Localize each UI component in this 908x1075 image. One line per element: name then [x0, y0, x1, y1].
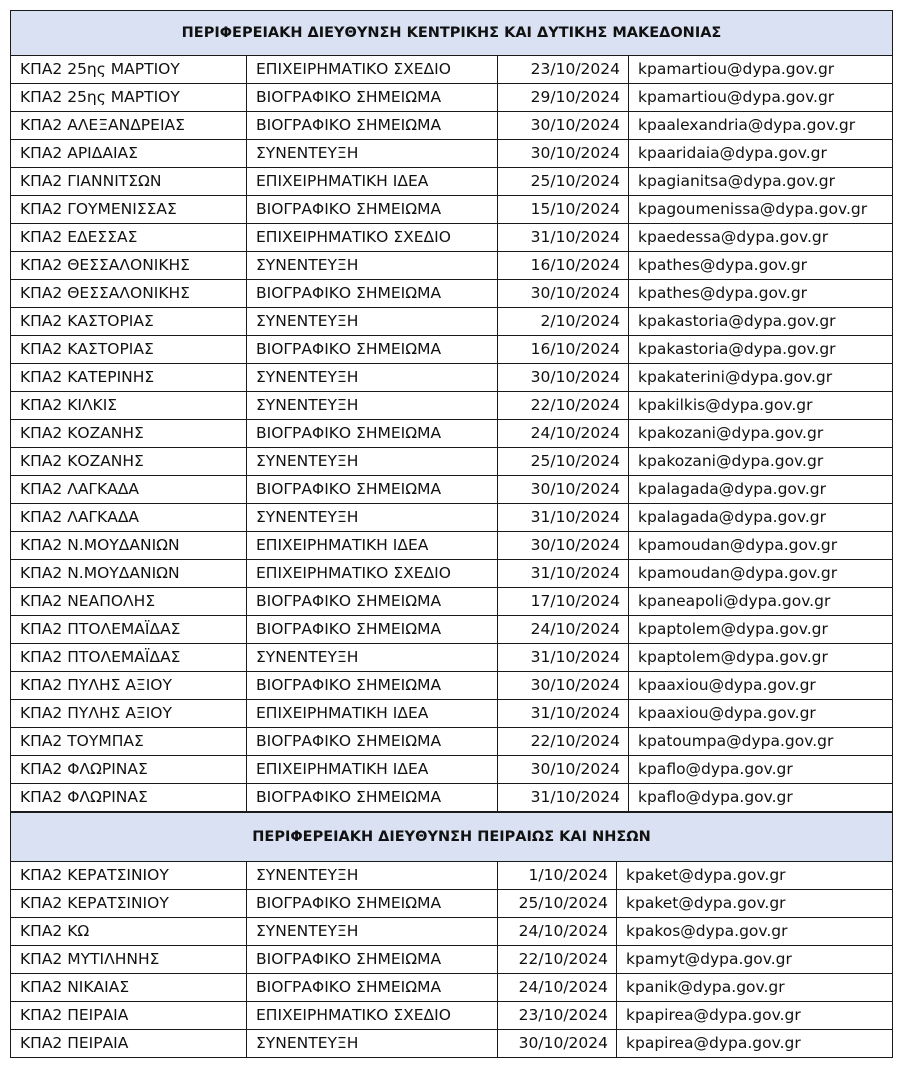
office-cell: ΚΠΑ2 ΠΤΟΛΕΜΑΪΔΑΣ: [11, 644, 247, 672]
schedule-sheet: [10, 10, 892, 1058]
table-row: [11, 946, 893, 974]
activity-cell: ΒΙΟΓΡΑΦΙΚΟ ΣΗΜΕΙΩΜΑ: [247, 280, 498, 308]
schedule-table-section-2: [10, 812, 893, 1058]
activity-cell: ΕΠΙΧΕΙΡΗΜΑΤΙΚΟ ΣΧΕΔΙΟ: [247, 1002, 498, 1030]
office-cell: ΚΠΑ2 ΛΑΓΚΑΔΑ: [11, 476, 247, 504]
activity-cell: ΣΥΝΕΝΤΕΥΞΗ: [247, 252, 498, 280]
office-cell: ΚΠΑ2 Ν.ΜΟΥΔΑΝΙΩΝ: [11, 532, 247, 560]
table-row: [11, 336, 893, 364]
office-cell: ΚΠΑ2 ΚΕΡΑΤΣΙΝΙΟΥ: [11, 890, 247, 918]
email-cell: kpamoudan@dypa.gov.gr: [629, 532, 893, 560]
activity-cell: ΒΙΟΓΡΑΦΙΚΟ ΣΗΜΕΙΩΜΑ: [247, 112, 498, 140]
email-cell: kpaaxiou@dypa.gov.gr: [629, 672, 893, 700]
email-cell: kpaket@dypa.gov.gr: [617, 862, 893, 890]
table-row: [11, 756, 893, 784]
schedule-table-section-1: [10, 10, 893, 812]
office-cell: ΚΠΑ2 ΑΛΕΞΑΝΔΡΕΙΑΣ: [11, 112, 247, 140]
office-cell: ΚΠΑ2 ΠΥΛΗΣ ΑΞΙΟΥ: [11, 672, 247, 700]
date-cell: 22/10/2024: [498, 392, 629, 420]
date-cell: 16/10/2024: [498, 252, 629, 280]
date-cell: 25/10/2024: [498, 890, 617, 918]
date-cell: 30/10/2024: [498, 756, 629, 784]
activity-cell: ΣΥΝΕΝΤΕΥΞΗ: [247, 308, 498, 336]
date-cell: 17/10/2024: [498, 588, 629, 616]
date-cell: 24/10/2024: [498, 918, 617, 946]
activity-cell: ΒΙΟΓΡΑΦΙΚΟ ΣΗΜΕΙΩΜΑ: [247, 784, 498, 812]
date-cell: 16/10/2024: [498, 336, 629, 364]
activity-cell: ΒΙΟΓΡΑΦΙΚΟ ΣΗΜΕΙΩΜΑ: [247, 196, 498, 224]
table-row: [11, 140, 893, 168]
table-row: [11, 280, 893, 308]
activity-cell: ΣΥΝΕΝΤΕΥΞΗ: [247, 862, 498, 890]
email-cell: kpamoudan@dypa.gov.gr: [629, 560, 893, 588]
table-row: [11, 560, 893, 588]
email-cell: kpamyt@dypa.gov.gr: [617, 946, 893, 974]
activity-cell: ΒΙΟΓΡΑΦΙΚΟ ΣΗΜΕΙΩΜΑ: [247, 728, 498, 756]
date-cell: 30/10/2024: [498, 280, 629, 308]
email-cell: kpakozani@dypa.gov.gr: [629, 420, 893, 448]
office-cell: ΚΠΑ2 ΠΕΙΡΑΙΑ: [11, 1002, 247, 1030]
office-cell: ΚΠΑ2 ΘΕΣΣΑΛΟΝΙΚΗΣ: [11, 280, 247, 308]
table-row: [11, 420, 893, 448]
office-cell: ΚΠΑ2 ΚΟΖΑΝΗΣ: [11, 420, 247, 448]
activity-cell: ΕΠΙΧΕΙΡΗΜΑΤΙΚΗ ΙΔΕΑ: [247, 700, 498, 728]
section-title: ΠΕΡΙΦΕΡΕΙΑΚΗ ΔΙΕΥΘΥΝΣΗ ΚΕΝΤΡΙΚΗΣ ΚΑΙ ΔΥΤΙΚΗΣ ΜΑΚΕΔΟΝΙΑΣ: [11, 11, 893, 56]
table-row: [11, 784, 893, 812]
email-cell: kpathes@dypa.gov.gr: [629, 252, 893, 280]
email-cell: kpaneapoli@dypa.gov.gr: [629, 588, 893, 616]
activity-cell: ΒΙΟΓΡΑΦΙΚΟ ΣΗΜΕΙΩΜΑ: [247, 974, 498, 1002]
table-row: [11, 728, 893, 756]
activity-cell: ΒΙΟΓΡΑΦΙΚΟ ΣΗΜΕΙΩΜΑ: [247, 672, 498, 700]
table-row: [11, 252, 893, 280]
date-cell: 30/10/2024: [498, 1030, 617, 1058]
email-cell: kpaaridaia@dypa.gov.gr: [629, 140, 893, 168]
activity-cell: ΒΙΟΓΡΑΦΙΚΟ ΣΗΜΕΙΩΜΑ: [247, 420, 498, 448]
table-row: [11, 448, 893, 476]
table-row: [11, 616, 893, 644]
date-cell: 30/10/2024: [498, 476, 629, 504]
email-cell: kpakilkis@dypa.gov.gr: [629, 392, 893, 420]
office-cell: ΚΠΑ2 ΠΕΙΡΑΙΑ: [11, 1030, 247, 1058]
email-cell: kpathes@dypa.gov.gr: [629, 280, 893, 308]
activity-cell: ΣΥΝΕΝΤΕΥΞΗ: [247, 392, 498, 420]
activity-cell: ΒΙΟΓΡΑΦΙΚΟ ΣΗΜΕΙΩΜΑ: [247, 890, 498, 918]
table-row: [11, 862, 893, 890]
email-cell: kpaflo@dypa.gov.gr: [629, 784, 893, 812]
office-cell: ΚΠΑ2 ΓΟΥΜΕΝΙΣΣΑΣ: [11, 196, 247, 224]
email-cell: kpagoumenissa@dypa.gov.gr: [629, 196, 893, 224]
table-row: [11, 532, 893, 560]
table-row: [11, 168, 893, 196]
table-row: [11, 112, 893, 140]
date-cell: 15/10/2024: [498, 196, 629, 224]
table-row: [11, 392, 893, 420]
activity-cell: ΣΥΝΕΝΤΕΥΞΗ: [247, 918, 498, 946]
activity-cell: ΒΙΟΓΡΑΦΙΚΟ ΣΗΜΕΙΩΜΑ: [247, 946, 498, 974]
office-cell: ΚΠΑ2 25ης ΜΑΡΤΙΟΥ: [11, 84, 247, 112]
email-cell: kpaaxiou@dypa.gov.gr: [629, 700, 893, 728]
date-cell: 23/10/2024: [498, 1002, 617, 1030]
email-cell: kpakaterini@dypa.gov.gr: [629, 364, 893, 392]
activity-cell: ΒΙΟΓΡΑΦΙΚΟ ΣΗΜΕΙΩΜΑ: [247, 616, 498, 644]
email-cell: kpaflo@dypa.gov.gr: [629, 756, 893, 784]
email-cell: kpagianitsa@dypa.gov.gr: [629, 168, 893, 196]
activity-cell: ΕΠΙΧΕΙΡΗΜΑΤΙΚΟ ΣΧΕΔΙΟ: [247, 56, 498, 84]
table-row: [11, 644, 893, 672]
office-cell: ΚΠΑ2 ΜΥΤΙΛΗΝΗΣ: [11, 946, 247, 974]
activity-cell: ΣΥΝΕΝΤΕΥΞΗ: [247, 504, 498, 532]
email-cell: kpamartiou@dypa.gov.gr: [629, 84, 893, 112]
table-row: [11, 56, 893, 84]
office-cell: ΚΠΑ2 25ης ΜΑΡΤΙΟΥ: [11, 56, 247, 84]
date-cell: 30/10/2024: [498, 112, 629, 140]
date-cell: 24/10/2024: [498, 616, 629, 644]
section-title: ΠΕΡΙΦΕΡΕΙΑΚΗ ΔΙΕΥΘΥΝΣΗ ΠΕΙΡΑΙΩΣ ΚΑΙ ΝΗΣΩΝ: [11, 813, 893, 862]
date-cell: 31/10/2024: [498, 504, 629, 532]
office-cell: ΚΠΑ2 ΛΑΓΚΑΔΑ: [11, 504, 247, 532]
date-cell: 30/10/2024: [498, 672, 629, 700]
table-row: [11, 476, 893, 504]
date-cell: 30/10/2024: [498, 140, 629, 168]
office-cell: ΚΠΑ2 ΚΟΖΑΝΗΣ: [11, 448, 247, 476]
activity-cell: ΕΠΙΧΕΙΡΗΜΑΤΙΚΗ ΙΔΕΑ: [247, 756, 498, 784]
table-row: [11, 974, 893, 1002]
date-cell: 31/10/2024: [498, 224, 629, 252]
activity-cell: ΒΙΟΓΡΑΦΙΚΟ ΣΗΜΕΙΩΜΑ: [247, 588, 498, 616]
office-cell: ΚΠΑ2 ΚΩ: [11, 918, 247, 946]
office-cell: ΚΠΑ2 ΓΙΑΝΝΙΤΣΩΝ: [11, 168, 247, 196]
activity-cell: ΕΠΙΧΕΙΡΗΜΑΤΙΚΟ ΣΧΕΔΙΟ: [247, 224, 498, 252]
table-row: [11, 308, 893, 336]
table-row: [11, 224, 893, 252]
office-cell: ΚΠΑ2 ΚΙΛΚΙΣ: [11, 392, 247, 420]
date-cell: 22/10/2024: [498, 946, 617, 974]
office-cell: ΚΠΑ2 ΤΟΥΜΠΑΣ: [11, 728, 247, 756]
email-cell: kpaptolem@dypa.gov.gr: [629, 644, 893, 672]
activity-cell: ΣΥΝΕΝΤΕΥΞΗ: [247, 140, 498, 168]
email-cell: kpakastoria@dypa.gov.gr: [629, 308, 893, 336]
email-cell: kpalagada@dypa.gov.gr: [629, 476, 893, 504]
date-cell: 25/10/2024: [498, 448, 629, 476]
office-cell: ΚΠΑ2 Ν.ΜΟΥΔΑΝΙΩΝ: [11, 560, 247, 588]
office-cell: ΚΠΑ2 ΠΥΛΗΣ ΑΞΙΟΥ: [11, 700, 247, 728]
office-cell: ΚΠΑ2 ΝΙΚΑΙΑΣ: [11, 974, 247, 1002]
table-row: [11, 196, 893, 224]
office-cell: ΚΠΑ2 ΠΤΟΛΕΜΑΪΔΑΣ: [11, 616, 247, 644]
activity-cell: ΣΥΝΕΝΤΕΥΞΗ: [247, 364, 498, 392]
date-cell: 30/10/2024: [498, 364, 629, 392]
email-cell: kpakastoria@dypa.gov.gr: [629, 336, 893, 364]
email-cell: kpanik@dypa.gov.gr: [617, 974, 893, 1002]
section-header-row: [11, 813, 893, 862]
date-cell: 31/10/2024: [498, 700, 629, 728]
date-cell: 2/10/2024: [498, 308, 629, 336]
date-cell: 22/10/2024: [498, 728, 629, 756]
table-row: [11, 364, 893, 392]
email-cell: kpakozani@dypa.gov.gr: [629, 448, 893, 476]
date-cell: 31/10/2024: [498, 784, 629, 812]
email-cell: kpakos@dypa.gov.gr: [617, 918, 893, 946]
date-cell: 30/10/2024: [498, 532, 629, 560]
table-row: [11, 588, 893, 616]
office-cell: ΚΠΑ2 ΕΔΕΣΣΑΣ: [11, 224, 247, 252]
activity-cell: ΣΥΝΕΝΤΕΥΞΗ: [247, 644, 498, 672]
email-cell: kpaket@dypa.gov.gr: [617, 890, 893, 918]
table-row: [11, 1030, 893, 1058]
section-header-row: [11, 11, 893, 56]
activity-cell: ΕΠΙΧΕΙΡΗΜΑΤΙΚΗ ΙΔΕΑ: [247, 532, 498, 560]
table-row: [11, 84, 893, 112]
table-row: [11, 918, 893, 946]
office-cell: ΚΠΑ2 ΦΛΩΡΙΝΑΣ: [11, 784, 247, 812]
email-cell: kpaptolem@dypa.gov.gr: [629, 616, 893, 644]
date-cell: 24/10/2024: [498, 420, 629, 448]
table-row: [11, 700, 893, 728]
date-cell: 31/10/2024: [498, 560, 629, 588]
activity-cell: ΒΙΟΓΡΑΦΙΚΟ ΣΗΜΕΙΩΜΑ: [247, 84, 498, 112]
office-cell: ΚΠΑ2 ΚΕΡΑΤΣΙΝΙΟΥ: [11, 862, 247, 890]
activity-cell: ΣΥΝΕΝΤΕΥΞΗ: [247, 448, 498, 476]
office-cell: ΚΠΑ2 ΚΑΣΤΟΡΙΑΣ: [11, 336, 247, 364]
email-cell: kpaalexandria@dypa.gov.gr: [629, 112, 893, 140]
table-row: [11, 504, 893, 532]
office-cell: ΚΠΑ2 ΚΑΣΤΟΡΙΑΣ: [11, 308, 247, 336]
table-row: [11, 890, 893, 918]
date-cell: 1/10/2024: [498, 862, 617, 890]
activity-cell: ΕΠΙΧΕΙΡΗΜΑΤΙΚΗ ΙΔΕΑ: [247, 168, 498, 196]
office-cell: ΚΠΑ2 ΑΡΙΔΑΙΑΣ: [11, 140, 247, 168]
email-cell: kpatoumpa@dypa.gov.gr: [629, 728, 893, 756]
date-cell: 31/10/2024: [498, 644, 629, 672]
email-cell: kpaedessa@dypa.gov.gr: [629, 224, 893, 252]
office-cell: ΚΠΑ2 ΦΛΩΡΙΝΑΣ: [11, 756, 247, 784]
office-cell: ΚΠΑ2 ΚΑΤΕΡΙΝΗΣ: [11, 364, 247, 392]
activity-cell: ΒΙΟΓΡΑΦΙΚΟ ΣΗΜΕΙΩΜΑ: [247, 476, 498, 504]
email-cell: kpapirea@dypa.gov.gr: [617, 1030, 893, 1058]
email-cell: kpalagada@dypa.gov.gr: [629, 504, 893, 532]
email-cell: kpamartiou@dypa.gov.gr: [629, 56, 893, 84]
date-cell: 24/10/2024: [498, 974, 617, 1002]
activity-cell: ΕΠΙΧΕΙΡΗΜΑΤΙΚΟ ΣΧΕΔΙΟ: [247, 560, 498, 588]
date-cell: 25/10/2024: [498, 168, 629, 196]
date-cell: 29/10/2024: [498, 84, 629, 112]
email-cell: kpapirea@dypa.gov.gr: [617, 1002, 893, 1030]
office-cell: ΚΠΑ2 ΘΕΣΣΑΛΟΝΙΚΗΣ: [11, 252, 247, 280]
activity-cell: ΣΥΝΕΝΤΕΥΞΗ: [247, 1030, 498, 1058]
table-row: [11, 1002, 893, 1030]
date-cell: 23/10/2024: [498, 56, 629, 84]
table-row: [11, 672, 893, 700]
office-cell: ΚΠΑ2 ΝΕΑΠΟΛΗΣ: [11, 588, 247, 616]
activity-cell: ΒΙΟΓΡΑΦΙΚΟ ΣΗΜΕΙΩΜΑ: [247, 336, 498, 364]
